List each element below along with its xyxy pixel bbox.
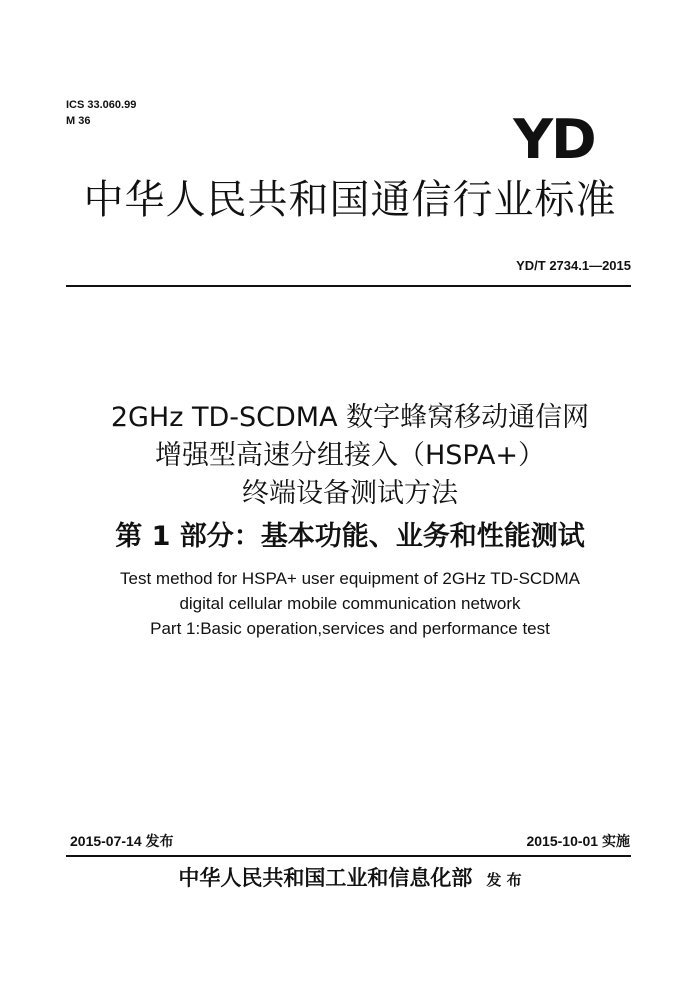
issuer-action: 发 布 — [486, 871, 522, 889]
ccs-code: M 36 — [66, 115, 91, 127]
ics-code: ICS 33.060.99 — [66, 99, 137, 111]
title-cn-line-3: 终端设备测试方法 — [242, 478, 458, 509]
implementation-date: 2015-10-01 实施 — [526, 833, 630, 849]
standard-number: YD/T 2734.1—2015 — [516, 258, 631, 273]
yd-logo: YD — [513, 108, 595, 171]
title-cn-line-4: 第 1 部分：基本功能、业务和性能测试 — [115, 521, 585, 552]
standard-category-title: 中华人民共和国通信行业标准 — [83, 177, 617, 223]
top-divider — [66, 285, 631, 287]
classification-block — [66, 97, 136, 129]
title-cn-line-1: 2GHz TD-SCDMA 数字蜂窝移动通信网 — [110, 402, 590, 433]
title-en-line-3: Part 1:Basic operation,services and performance test — [150, 619, 550, 638]
issue-date: 2015-07-14 发布 — [70, 833, 174, 849]
title-en-line-1: Test method for HSPA+ user equipment of 2GHz TD-SCDMA — [120, 569, 580, 588]
title-en-line-2: digital cellular mobile communication network — [179, 594, 521, 613]
bottom-divider — [66, 855, 631, 857]
issuer-line — [0, 862, 700, 896]
issuer-name: 中华人民共和国工业和信息化部 — [178, 865, 473, 890]
title-cn-line-2: 增强型高速分组接入（HSPA+） — [154, 440, 546, 471]
